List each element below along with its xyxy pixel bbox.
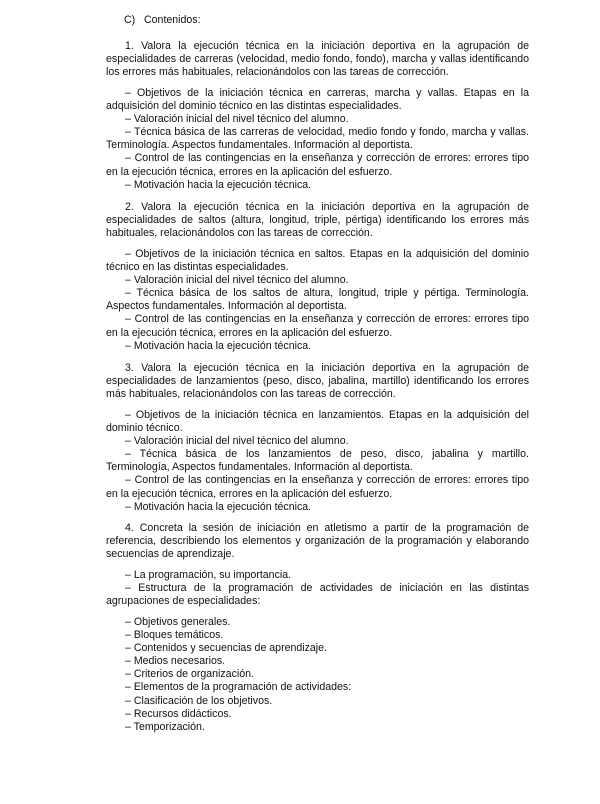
list-item: – Técnica básica de las carreras de velocidad, medio fondo y fondo, marcha y vallas. Terminología. Aspectos fundamentales. Información al deportista.	[106, 126, 529, 152]
list-item: – Estructura de la programación de actividades de iniciación en las distintas agrupaciones de especialidades:	[106, 582, 529, 608]
list-item: – La programación, su importancia.	[125, 569, 292, 581]
criterion-4-structure-list	[106, 616, 529, 734]
list-item: – Clasificación de los objetivos.	[125, 694, 273, 707]
list-item: – Objetivos de la iniciación técnica en lanzamientos. Etapas en la adquisición del dominio técnico.	[106, 409, 529, 435]
list-item: – Motivación hacia la ejecución técnica.	[125, 500, 312, 513]
list-item: – Técnica básica de los lanzamientos de peso, disco, jabalina y martillo. Terminología, Aspectos fundamentales. Información al deportista.	[106, 448, 529, 474]
criterion-3	[106, 362, 529, 401]
list-item: – Valoración inicial del nivel técnico del alumno.	[125, 435, 349, 448]
criterion-3-contents	[106, 409, 529, 514]
list-item: – Medios necesarios.	[125, 655, 226, 668]
criterion-4-contents	[106, 569, 529, 608]
list-item: – Motivación hacia la ejecución técnica.	[125, 178, 312, 191]
criterion-1-contents	[106, 87, 529, 192]
criterion-2-contents	[106, 248, 529, 353]
criterion-text: 2. Valora la ejecución técnica en la iniciación deportiva en la agrupación de especialidades de saltos (altura, longitud, triple, pértiga) identificando los errores más habituales, relacionándolos con las tareas de corrección.	[106, 201, 529, 240]
list-item: – Motivación hacia la ejecución técnica.	[125, 339, 312, 352]
list-item: – Objetivos de la iniciación técnica en saltos. Etapas en la adquisición del dominio técnico en las distintas especialidades.	[106, 248, 529, 274]
list-item: – Criterios de organización.	[125, 668, 254, 681]
criterion-4	[106, 522, 529, 561]
list-item: – Control de las contingencias en la enseñanza y corrección de errores: errores tipo en la ejecución técnica, errores en la aplicación del esfuerzo.	[106, 474, 529, 500]
criterion-2	[106, 201, 529, 240]
list-item: – Elementos de la programación de actividades:	[125, 681, 352, 694]
list-item: – Recursos didácticos.	[125, 707, 232, 720]
criterion-1	[106, 40, 529, 79]
list-item: – Técnica básica de los saltos de altura, longitud, triple y pértiga. Terminología. Aspectos fundamentales. Información al deportista.	[106, 287, 529, 313]
list-item: – Objetivos de la iniciación técnica en carreras, marcha y vallas. Etapas en la adquisición del dominio técnico en las distintas especialidades.	[106, 87, 529, 113]
section-heading: C) Contenidos:	[124, 14, 201, 26]
list-item: – Control de las contingencias en la enseñanza y corrección de errores: errores tipo en la ejecución técnica, errores en la aplicación del esfuerzo.	[106, 313, 529, 339]
criterion-text: 1. Valora la ejecución técnica en la iniciación deportiva en la agrupación de especialidades de carreras (velocidad, medio fondo, fondo), marcha y vallas identificando los errores más habituales, relacionándolos con las tareas de corrección.	[106, 40, 529, 79]
list-item: – Contenidos y secuencias de aprendizaje.	[125, 642, 328, 655]
list-item: – Control de las contingencias en la enseñanza y corrección de errores: errores tipo en la ejecución técnica, errores en la aplicación del esfuerzo.	[106, 152, 529, 178]
list-item: – Valoración inicial del nivel técnico del alumno.	[125, 113, 349, 126]
criterion-text: 3. Valora la ejecución técnica en la iniciación deportiva en la agrupación de especialidades de lanzamientos (peso, disco, jabalina, martillo) identificando los errores más habituales, relacionándolos con las tareas de corrección.	[106, 362, 529, 401]
list-item: – Objetivos generales.	[125, 616, 231, 628]
list-item: – Temporización.	[125, 720, 205, 733]
list-item: – Bloques temáticos.	[125, 629, 224, 642]
list-item: – Valoración inicial del nivel técnico del alumno.	[125, 274, 349, 287]
criterion-text: 4. Concreta la sesión de iniciación en atletismo a partir de la programación de referencia, describiendo los elementos y organización de la programación y elaborando secuencias de aprendizaje.	[106, 522, 529, 561]
